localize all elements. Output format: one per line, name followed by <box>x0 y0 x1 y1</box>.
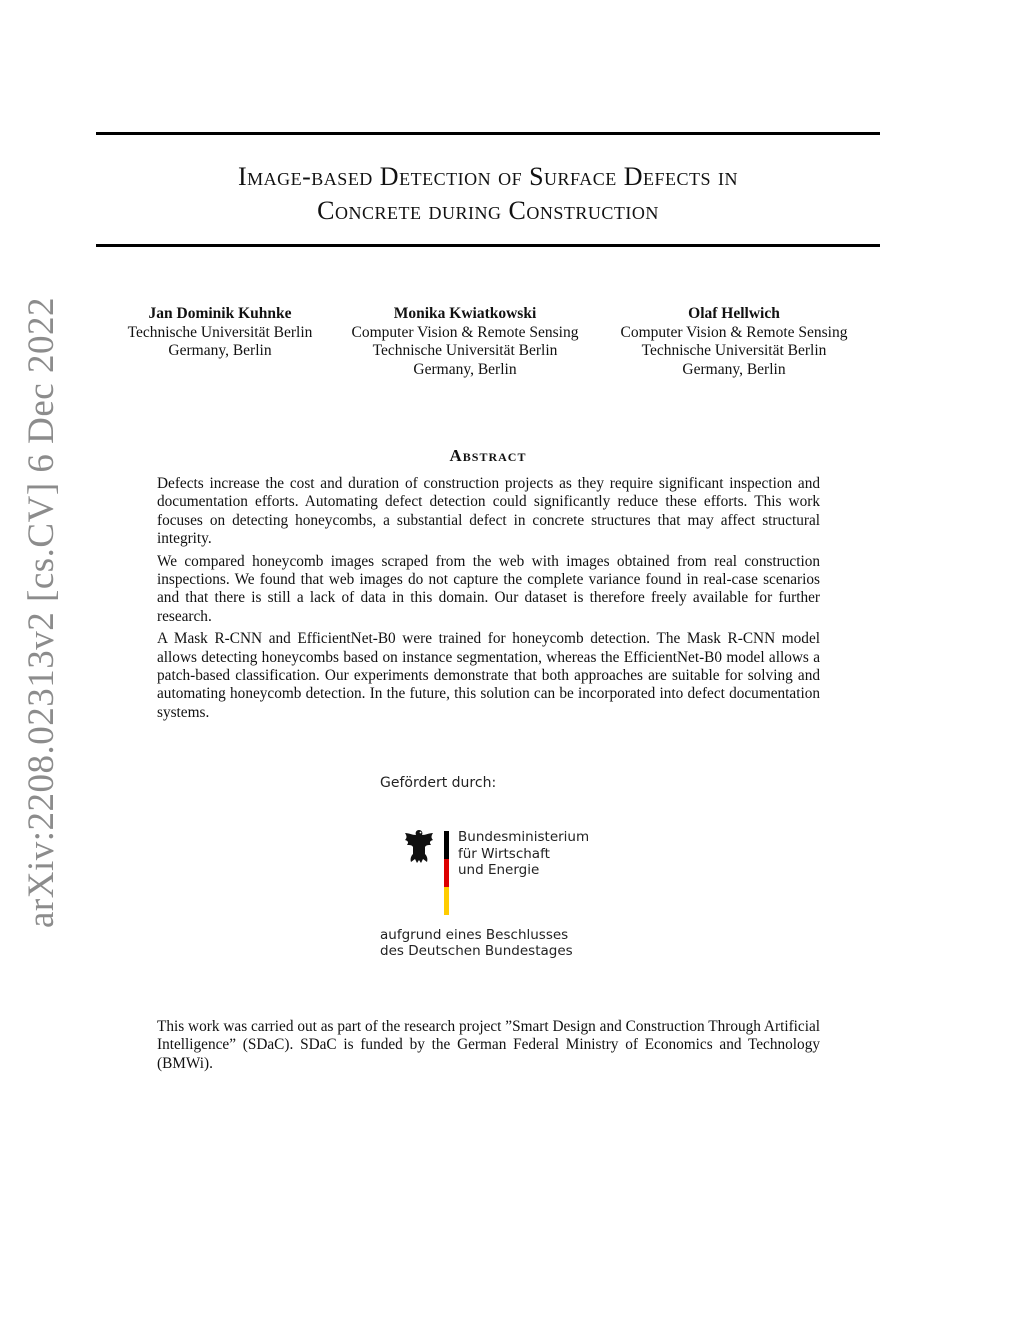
funding-footnote: This work was carried out as part of the research project ”Smart Design and Construction Through Artificial Intelligence” (SDaC). SDaC is funded by the German Federal Ministry of Economics and Technology (BMWi). <box>157 1018 820 1072</box>
flag-stripe-black <box>444 831 449 859</box>
abstract-body <box>157 475 820 726</box>
flag-stripe-gold <box>444 887 449 915</box>
german-flag-bar <box>444 831 449 915</box>
abstract-paragraph: A Mask R-CNN and EfficientNet-B0 were trained for honeycomb detection. The Mask R-CNN model allows detecting honeycombs based on instance segmentation, whereas the EfficientNet-B0 model allows a patch-based classification. Our experiments demonstrate that both approaches are suitable for solving and automating honeycomb detection. In the future, this solution can be incorporated into defect documentation systems. <box>157 630 820 721</box>
author-3 <box>608 305 860 379</box>
author-affiliation: Computer Vision & Remote Sensing <box>351 323 579 341</box>
abstract-heading: Abstract <box>449 446 527 465</box>
ministry-logo <box>380 811 610 921</box>
arxiv-identifier: arXiv:2208.02313v2 [cs.CV] 6 Dec 2022 <box>21 297 62 928</box>
reason-line: aufgrund eines Beschlusses <box>380 927 569 943</box>
author-name: Olaf Hellwich <box>688 305 780 322</box>
author-location: Germany, Berlin <box>413 360 517 378</box>
funding-logo-block <box>380 775 610 959</box>
title-top-rule <box>96 132 880 135</box>
title-line-2: Concrete during Construction <box>317 196 659 225</box>
paper-title <box>96 160 880 228</box>
funded-by-label: Gefördert durch: <box>380 775 497 791</box>
ministry-line: Bundesministerium <box>458 829 590 845</box>
author-name: Monika Kwiatkowski <box>393 305 537 322</box>
title-bottom-rule <box>96 244 880 247</box>
ministry-line: für Wirtschaft <box>458 845 550 862</box>
author-name: Jan Dominik Kuhnke <box>148 305 292 322</box>
author-location: Germany, Berlin <box>682 360 786 378</box>
reason-line: des Deutschen Bundestages <box>380 943 573 959</box>
ministry-line: und Energie <box>458 862 540 878</box>
author-affiliation: Technische Universität Berlin <box>127 323 313 341</box>
author-affiliation: Technische Universität Berlin <box>372 342 558 359</box>
ministry-name <box>458 829 589 879</box>
flag-stripe-red <box>444 859 449 887</box>
author-1 <box>110 305 330 361</box>
abstract-paragraph: Defects increase the cost and duration of construction projects as they require significant inspection and documentation efforts. Automating defect detection could significantly reduce these efforts. This work focuses on detecting honeycombs, a substantial defect in concrete structures that may affect structural integrity. <box>157 475 820 548</box>
author-block <box>100 305 880 385</box>
author-2 <box>340 305 590 379</box>
author-affiliation: Technische Universität Berlin <box>641 342 827 359</box>
author-location: Germany, Berlin <box>168 342 272 359</box>
funding-reason <box>380 927 610 959</box>
author-affiliation: Computer Vision & Remote Sensing <box>620 323 848 341</box>
title-line-1: Image-based Detection of Surface Defects in <box>237 162 738 191</box>
abstract-paragraph: We compared honeycomb images scraped from the web with images obtained from real construction inspections. We found that web images do not capture the complete variance found in real-case scenarios and that there is still a lack of data in this domain. Our dataset is therefore freely available for further research. <box>157 552 820 625</box>
federal-eagle-icon <box>402 827 436 867</box>
